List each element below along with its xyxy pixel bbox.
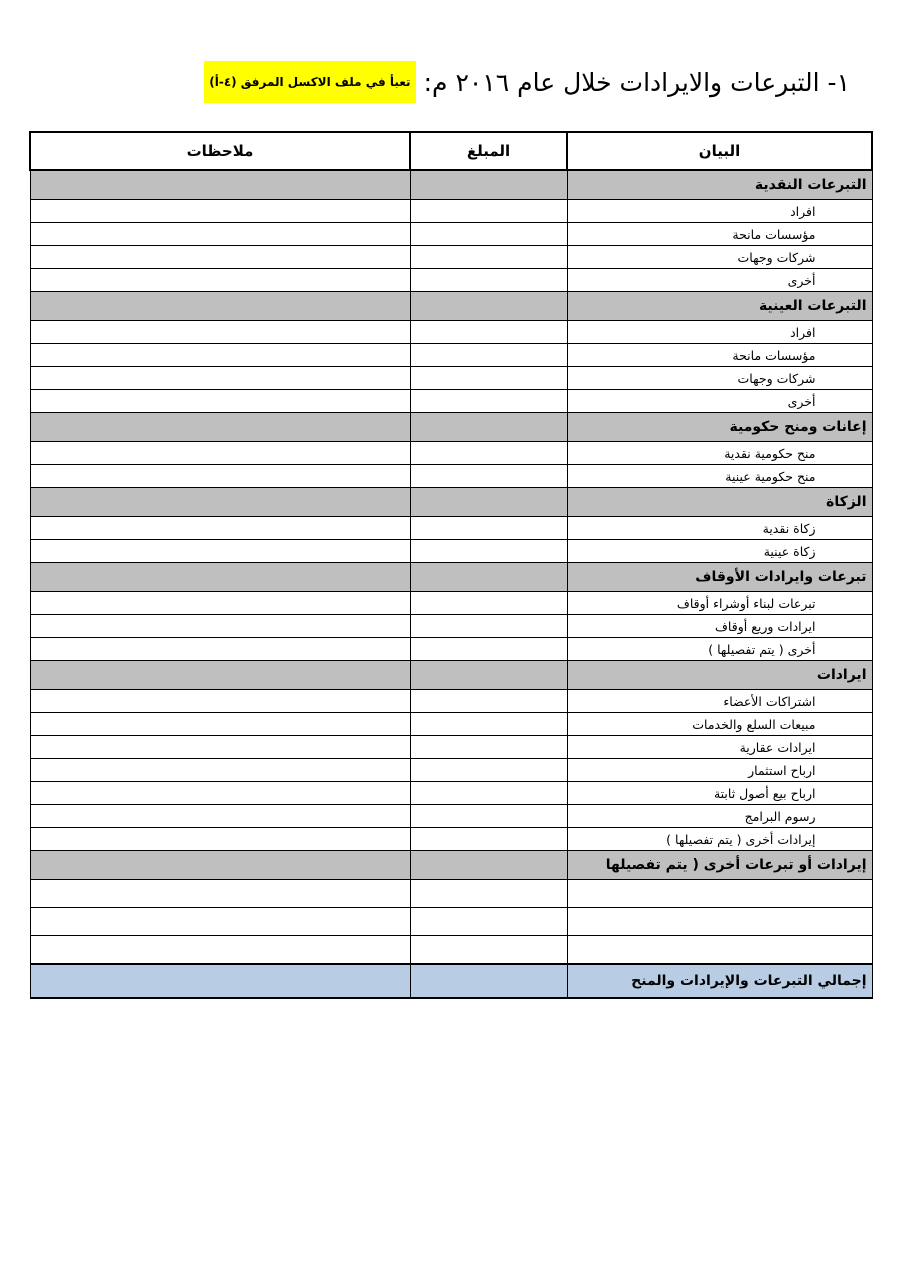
amount-cell[interactable]	[410, 200, 567, 223]
notes-cell[interactable]	[30, 442, 410, 465]
notes-cell[interactable]	[30, 269, 410, 292]
amount-cell[interactable]	[410, 851, 567, 880]
table-row	[30, 638, 872, 661]
row-label: افراد	[567, 321, 872, 344]
table-row	[30, 805, 872, 828]
amount-cell[interactable]	[410, 367, 567, 390]
total-notes-cell[interactable]	[30, 964, 410, 998]
row-label: رسوم البرامج	[567, 805, 872, 828]
notes-cell[interactable]	[30, 828, 410, 851]
amount-cell[interactable]	[410, 321, 567, 344]
section-title: التبرعات العينية	[567, 292, 872, 321]
section-row-in-kind-donations	[30, 292, 872, 321]
section-row-revenues	[30, 661, 872, 690]
notes-cell[interactable]	[30, 592, 410, 615]
amount-cell[interactable]	[410, 344, 567, 367]
amount-cell[interactable]	[410, 736, 567, 759]
row-label: اشتراكات الأعضاء	[567, 690, 872, 713]
table-row	[30, 321, 872, 344]
row-label: تبرعات لبناء أوشراء أوقاف	[567, 592, 872, 615]
blank-row	[30, 936, 872, 965]
row-label: منح حكومية نقدية	[567, 442, 872, 465]
row-label: زكاة عينية	[567, 540, 872, 563]
notes-cell[interactable]	[30, 390, 410, 413]
notes-cell[interactable]	[30, 292, 410, 321]
notes-cell[interactable]	[30, 563, 410, 592]
amount-cell[interactable]	[410, 615, 567, 638]
notes-cell[interactable]	[30, 782, 410, 805]
notes-cell[interactable]	[30, 321, 410, 344]
amount-cell[interactable]	[410, 661, 567, 690]
label-cell[interactable]	[567, 936, 872, 965]
notes-cell[interactable]	[30, 540, 410, 563]
amount-cell[interactable]	[410, 413, 567, 442]
blank-row	[30, 908, 872, 936]
amount-cell[interactable]	[410, 805, 567, 828]
notes-cell[interactable]	[30, 223, 410, 246]
notes-cell[interactable]	[30, 690, 410, 713]
section-row-zakat	[30, 488, 872, 517]
notes-cell[interactable]	[30, 936, 410, 965]
section-title: إعانات ومنح حكومية	[567, 413, 872, 442]
amount-cell[interactable]	[410, 782, 567, 805]
section-title: إيرادات أو تبرعات أخرى ( يتم تفصيلها	[567, 851, 872, 880]
row-label: ارباح بيع أصول ثابتة	[567, 782, 872, 805]
notes-cell[interactable]	[30, 661, 410, 690]
total-label: إجمالي التبرعات والإيرادات والمنح	[567, 964, 872, 998]
table-row	[30, 344, 872, 367]
amount-cell[interactable]	[410, 828, 567, 851]
row-label: مؤسسات مانحة	[567, 223, 872, 246]
notes-cell[interactable]	[30, 344, 410, 367]
table-row	[30, 828, 872, 851]
row-label: أخرى	[567, 390, 872, 413]
header-notes: ملاحظات	[30, 132, 410, 170]
amount-cell[interactable]	[410, 465, 567, 488]
notes-cell[interactable]	[30, 170, 410, 200]
row-label: ايرادات عقارية	[567, 736, 872, 759]
amount-cell[interactable]	[410, 759, 567, 782]
table-row	[30, 759, 872, 782]
amount-cell[interactable]	[410, 880, 567, 908]
row-label: مبيعات السلع والخدمات	[567, 713, 872, 736]
title-row	[200, 54, 850, 110]
notes-cell[interactable]	[30, 367, 410, 390]
total-row	[30, 964, 872, 998]
notes-cell[interactable]	[30, 488, 410, 517]
amount-cell[interactable]	[410, 223, 567, 246]
table-row	[30, 367, 872, 390]
amount-cell[interactable]	[410, 936, 567, 965]
amount-cell[interactable]	[410, 246, 567, 269]
header-label: البيان	[567, 132, 872, 170]
row-label: شركات وجهات	[567, 246, 872, 269]
total-amount-cell[interactable]	[410, 964, 567, 998]
amount-cell[interactable]	[410, 638, 567, 661]
table-row	[30, 690, 872, 713]
amount-cell[interactable]	[410, 690, 567, 713]
section-title: التبرعات النقدية	[567, 170, 872, 200]
notes-cell[interactable]	[30, 759, 410, 782]
row-label: شركات وجهات	[567, 367, 872, 390]
section-title: تبرعات وايرادات الأوقاف	[567, 563, 872, 592]
row-label: مؤسسات مانحة	[567, 344, 872, 367]
table-row	[30, 592, 872, 615]
table-row	[30, 390, 872, 413]
table-row	[30, 269, 872, 292]
row-label: أخرى	[567, 269, 872, 292]
amount-cell[interactable]	[410, 269, 567, 292]
notes-cell[interactable]	[30, 713, 410, 736]
table-row	[30, 736, 872, 759]
row-label: ارباح استثمار	[567, 759, 872, 782]
notes-cell[interactable]	[30, 615, 410, 638]
section-title: ايرادات	[567, 661, 872, 690]
amount-cell[interactable]	[410, 517, 567, 540]
notes-cell[interactable]	[30, 880, 410, 908]
table-row	[30, 442, 872, 465]
table-row	[30, 200, 872, 223]
section-row-other-revenues	[30, 851, 872, 880]
notes-cell[interactable]	[30, 413, 410, 442]
amount-cell[interactable]	[410, 390, 567, 413]
table-row	[30, 540, 872, 563]
notes-cell[interactable]	[30, 517, 410, 540]
amount-cell[interactable]	[410, 488, 567, 517]
notes-cell[interactable]	[30, 736, 410, 759]
notes-cell[interactable]	[30, 246, 410, 269]
amount-cell[interactable]	[410, 713, 567, 736]
table-row	[30, 782, 872, 805]
notes-cell[interactable]	[30, 908, 410, 936]
amount-cell[interactable]	[410, 908, 567, 936]
table-row	[30, 713, 872, 736]
section-row-cash-donations	[30, 170, 872, 200]
notes-cell[interactable]	[30, 200, 410, 223]
amount-cell[interactable]	[410, 170, 567, 200]
amount-cell[interactable]	[410, 292, 567, 321]
row-label: منح حكومية عينية	[567, 465, 872, 488]
section-row-endowments	[30, 563, 872, 592]
notes-cell[interactable]	[30, 851, 410, 880]
blank-row	[30, 880, 872, 908]
row-label: ايرادات وريع أوقاف	[567, 615, 872, 638]
section-row-government-grants	[30, 413, 872, 442]
amount-cell[interactable]	[410, 592, 567, 615]
excel-note-highlight: تعبأ في ملف الاكسل المرفق (٤-أ)	[204, 61, 415, 103]
section-title: الزكاة	[567, 488, 872, 517]
table-row	[30, 223, 872, 246]
table-row	[30, 615, 872, 638]
header-row	[30, 132, 872, 170]
label-cell[interactable]	[567, 908, 872, 936]
amount-cell[interactable]	[410, 442, 567, 465]
amount-cell[interactable]	[410, 540, 567, 563]
row-label: أخرى ( يتم تفصيلها )	[567, 638, 872, 661]
table-row	[30, 246, 872, 269]
donations-revenue-table	[29, 131, 873, 999]
label-cell[interactable]	[567, 880, 872, 908]
page-title: ١- التبرعات والايرادات خلال عام ٢٠١٦ م:	[423, 67, 850, 97]
table-row	[30, 517, 872, 540]
row-label: افراد	[567, 200, 872, 223]
row-label: إيرادات أخرى ( يتم تفصيلها )	[567, 828, 872, 851]
amount-cell[interactable]	[410, 563, 567, 592]
notes-cell[interactable]	[30, 465, 410, 488]
header-amount: المبلغ	[410, 132, 567, 170]
table-row	[30, 465, 872, 488]
notes-cell[interactable]	[30, 805, 410, 828]
row-label: زكاة نقدية	[567, 517, 872, 540]
notes-cell[interactable]	[30, 638, 410, 661]
